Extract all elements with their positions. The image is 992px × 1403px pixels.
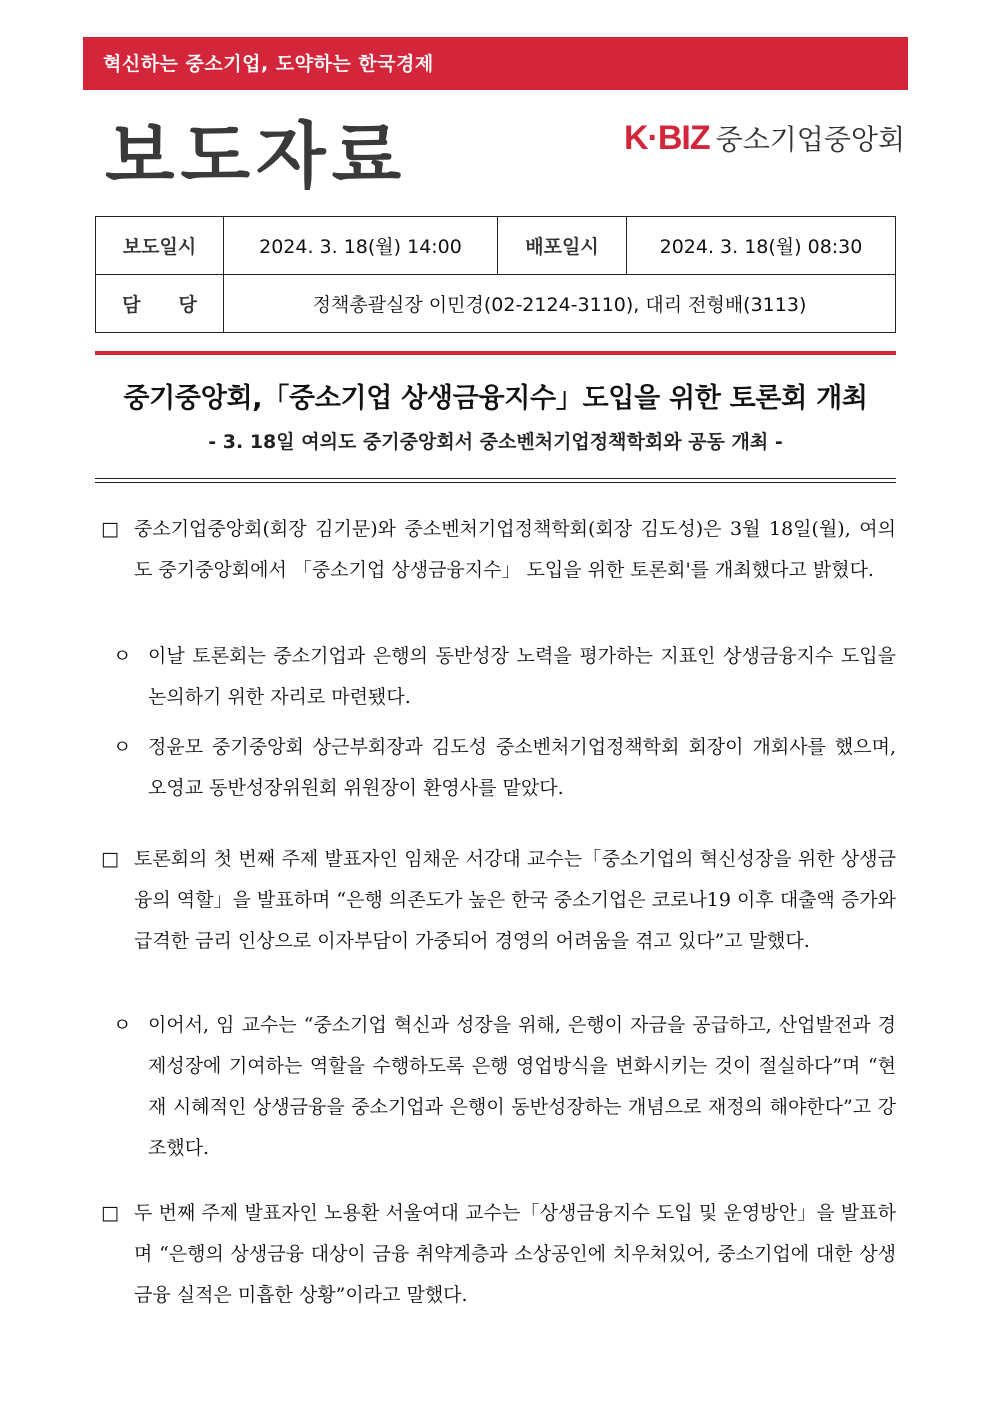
release-value: 2024. 3. 18(월) 14:00 [224, 217, 498, 275]
circle-bullet: ㅇ [113, 736, 132, 758]
square-bullet: □ [101, 848, 119, 870]
subheadline: - 3. 18일 여의도 중기중앙회서 중소벤처기업정책학회와 공동 개최 - [208, 431, 783, 453]
release-info-table [95, 216, 896, 333]
doc-type-title: 보도자료 [105, 114, 408, 198]
contact-label: 담 당 [96, 275, 224, 333]
kbiz-logo [624, 118, 905, 158]
circle-bullet: ㅇ [113, 1014, 132, 1036]
circle-bullet: ㅇ [113, 645, 132, 667]
square-bullet: □ [101, 518, 119, 540]
paragraph-1-2: 정윤모 중기중앙회 상근부회장과 김도성 중소벤처기업정책학회 회장이 개회사를 했으며, 오영교 동반성장위원회 위원장이 환영사를 맡았다. [148, 736, 896, 799]
distribute-label: 배포일시 [498, 217, 627, 275]
paragraph-2-1: 이어서, 임 교수는 “중소기업 혁신과 성장을 위해, 은행이 자금을 공급하고, 산업발전과 경제성장에 기여하는 역할을 수행하도록 은행 영업방식을 변화시키는 것이 절실하다”며 “현재 시혜적인 상생금융을 중소기업과 은행이 동반성장하는 개념으로 재정의 해야한다”고 강조했다. [148, 1014, 896, 1159]
paragraph-3: 두 번째 주제 발표자인 노용환 서울여대 교수는「상생금융지수 도입 및 운영방안」을 발표하며 “은행의 상생금융 대상이 금융 취약계층과 소상공인에 치우쳐있어, 중소기업에 대한 상생금융 실적은 미흡한 상황”이라고 말했다. [134, 1202, 896, 1306]
square-bullet: □ [101, 1202, 119, 1224]
logo-mark: K·BIZ [624, 118, 710, 157]
release-label: 보도일시 [96, 217, 224, 275]
slogan-banner [83, 37, 908, 90]
paragraph-1-1: 이날 토론회는 중소기업과 은행의 동반성장 노력을 평가하는 지표인 상생금융지수 도입을 논의하기 위한 자리로 마련됐다. [148, 645, 896, 708]
paragraph-2: 토론회의 첫 번째 주제 발표자인 임채운 서강대 교수는「중소기업의 혁신성장을 위한 상생금융의 역할」을 발표하며 “은행 의존도가 높은 한국 중소기업은 코로나19 이후 대출액 증가와 급격한 금리 인상으로 이자부담이 가중되어 경영의 어려움을 겪고 있다”고 말했다. [134, 848, 896, 952]
distribute-value: 2024. 3. 18(월) 08:30 [627, 217, 896, 275]
double-divider-bottom [95, 482, 896, 483]
logo-org-name: 중소기업중앙회 [715, 123, 905, 156]
headline: 중기중앙회,「중소기업 상생금융지수」도입을 위한 토론회 개최 [123, 383, 868, 414]
double-divider-top [95, 478, 896, 479]
slogan-text: 혁신하는 중소기업, 도약하는 한국경제 [103, 53, 434, 75]
red-divider [95, 351, 896, 355]
paragraph-1: 중소기업중앙회(회장 김기문)와 중소벤처기업정책학회(회장 김도성)은 3월 18일(월), 여의도 중기중앙회에서 「중소기업 상생금융지수」 도입을 위한 토론회'를 개최했다고 밝혔다. [134, 518, 896, 581]
contact-value: 정책총괄실장 이민경(02-2124-3110), 대리 전형배(3113) [224, 275, 896, 333]
